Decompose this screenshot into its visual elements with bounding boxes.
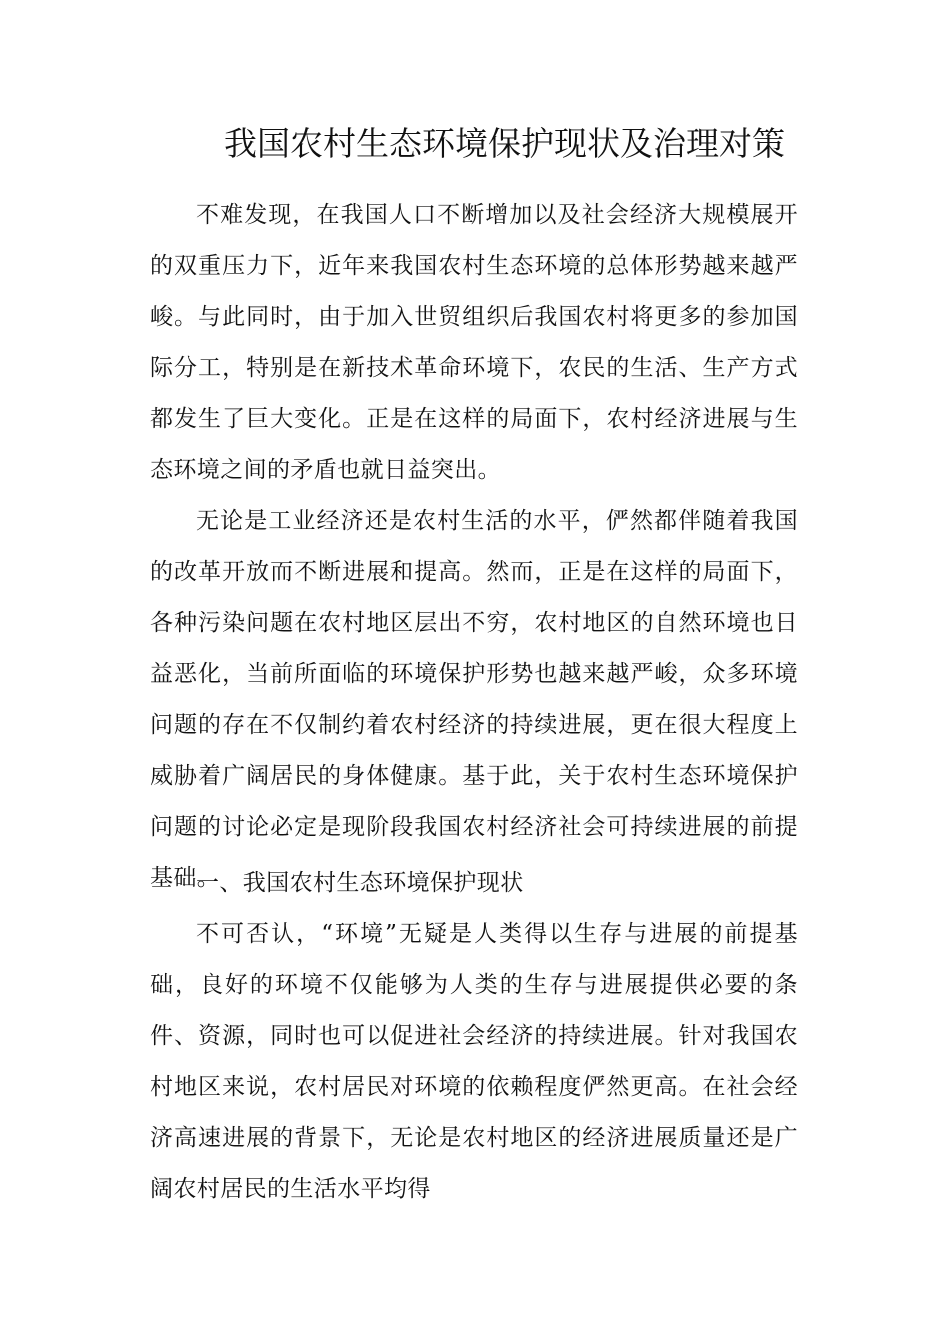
section-heading: 一、我国农村生态环境保护现状 — [196, 870, 524, 896]
section-paragraph: 不可否认，“环境”无疑是人类得以生存与进展的前提基础，良好的环境不仅能够为人类的生存与进展提供必要的条件、资源，同时也可以促进社会经济的持续进展。针对我国农村地区来说，农村居民对环境的依赖程度俨然更高。在社会经济高速进展的背景下，无论是农村地区的经济进展质量还是广阔农村居民的生活水平均得 — [150, 921, 798, 1202]
paragraph-1: 不难发现，在我国人口不断增加以及社会经济大规模展开的双重压力下，近年来我国农村生态环境的总体形势越来越严峻。与此同时，由于加入世贸组织后我国农村将更多的参加国际分工，特别是在新技术革命环境下，农民的生活、生产方式都发生了巨大变化。正是在这样的局面下，农村经济进展与生态环境之间的矛盾也就日益突出。 — [150, 202, 798, 483]
document-title: 我国农村生态环境保护现状及治理对策 — [224, 124, 785, 163]
paragraph-2: 无论是工业经济还是农村生活的水平，俨然都伴随着我国的改革开放而不断进展和提高。然而，正是在这样的局面下，各种污染问题在农村地区层出不穷，农村地区的自然环境也日益恶化，当前所面临的环境保护形势也越来越严峻，众多环境问题的存在不仅制约着农村经济的持续进展，更在很大程度上威胁着广阔居民的身体健康。基于此，关于农村生态环境保护问题的讨论必定是现阶段我国农村经济社会可持续进展的前提基础。 — [150, 508, 798, 891]
